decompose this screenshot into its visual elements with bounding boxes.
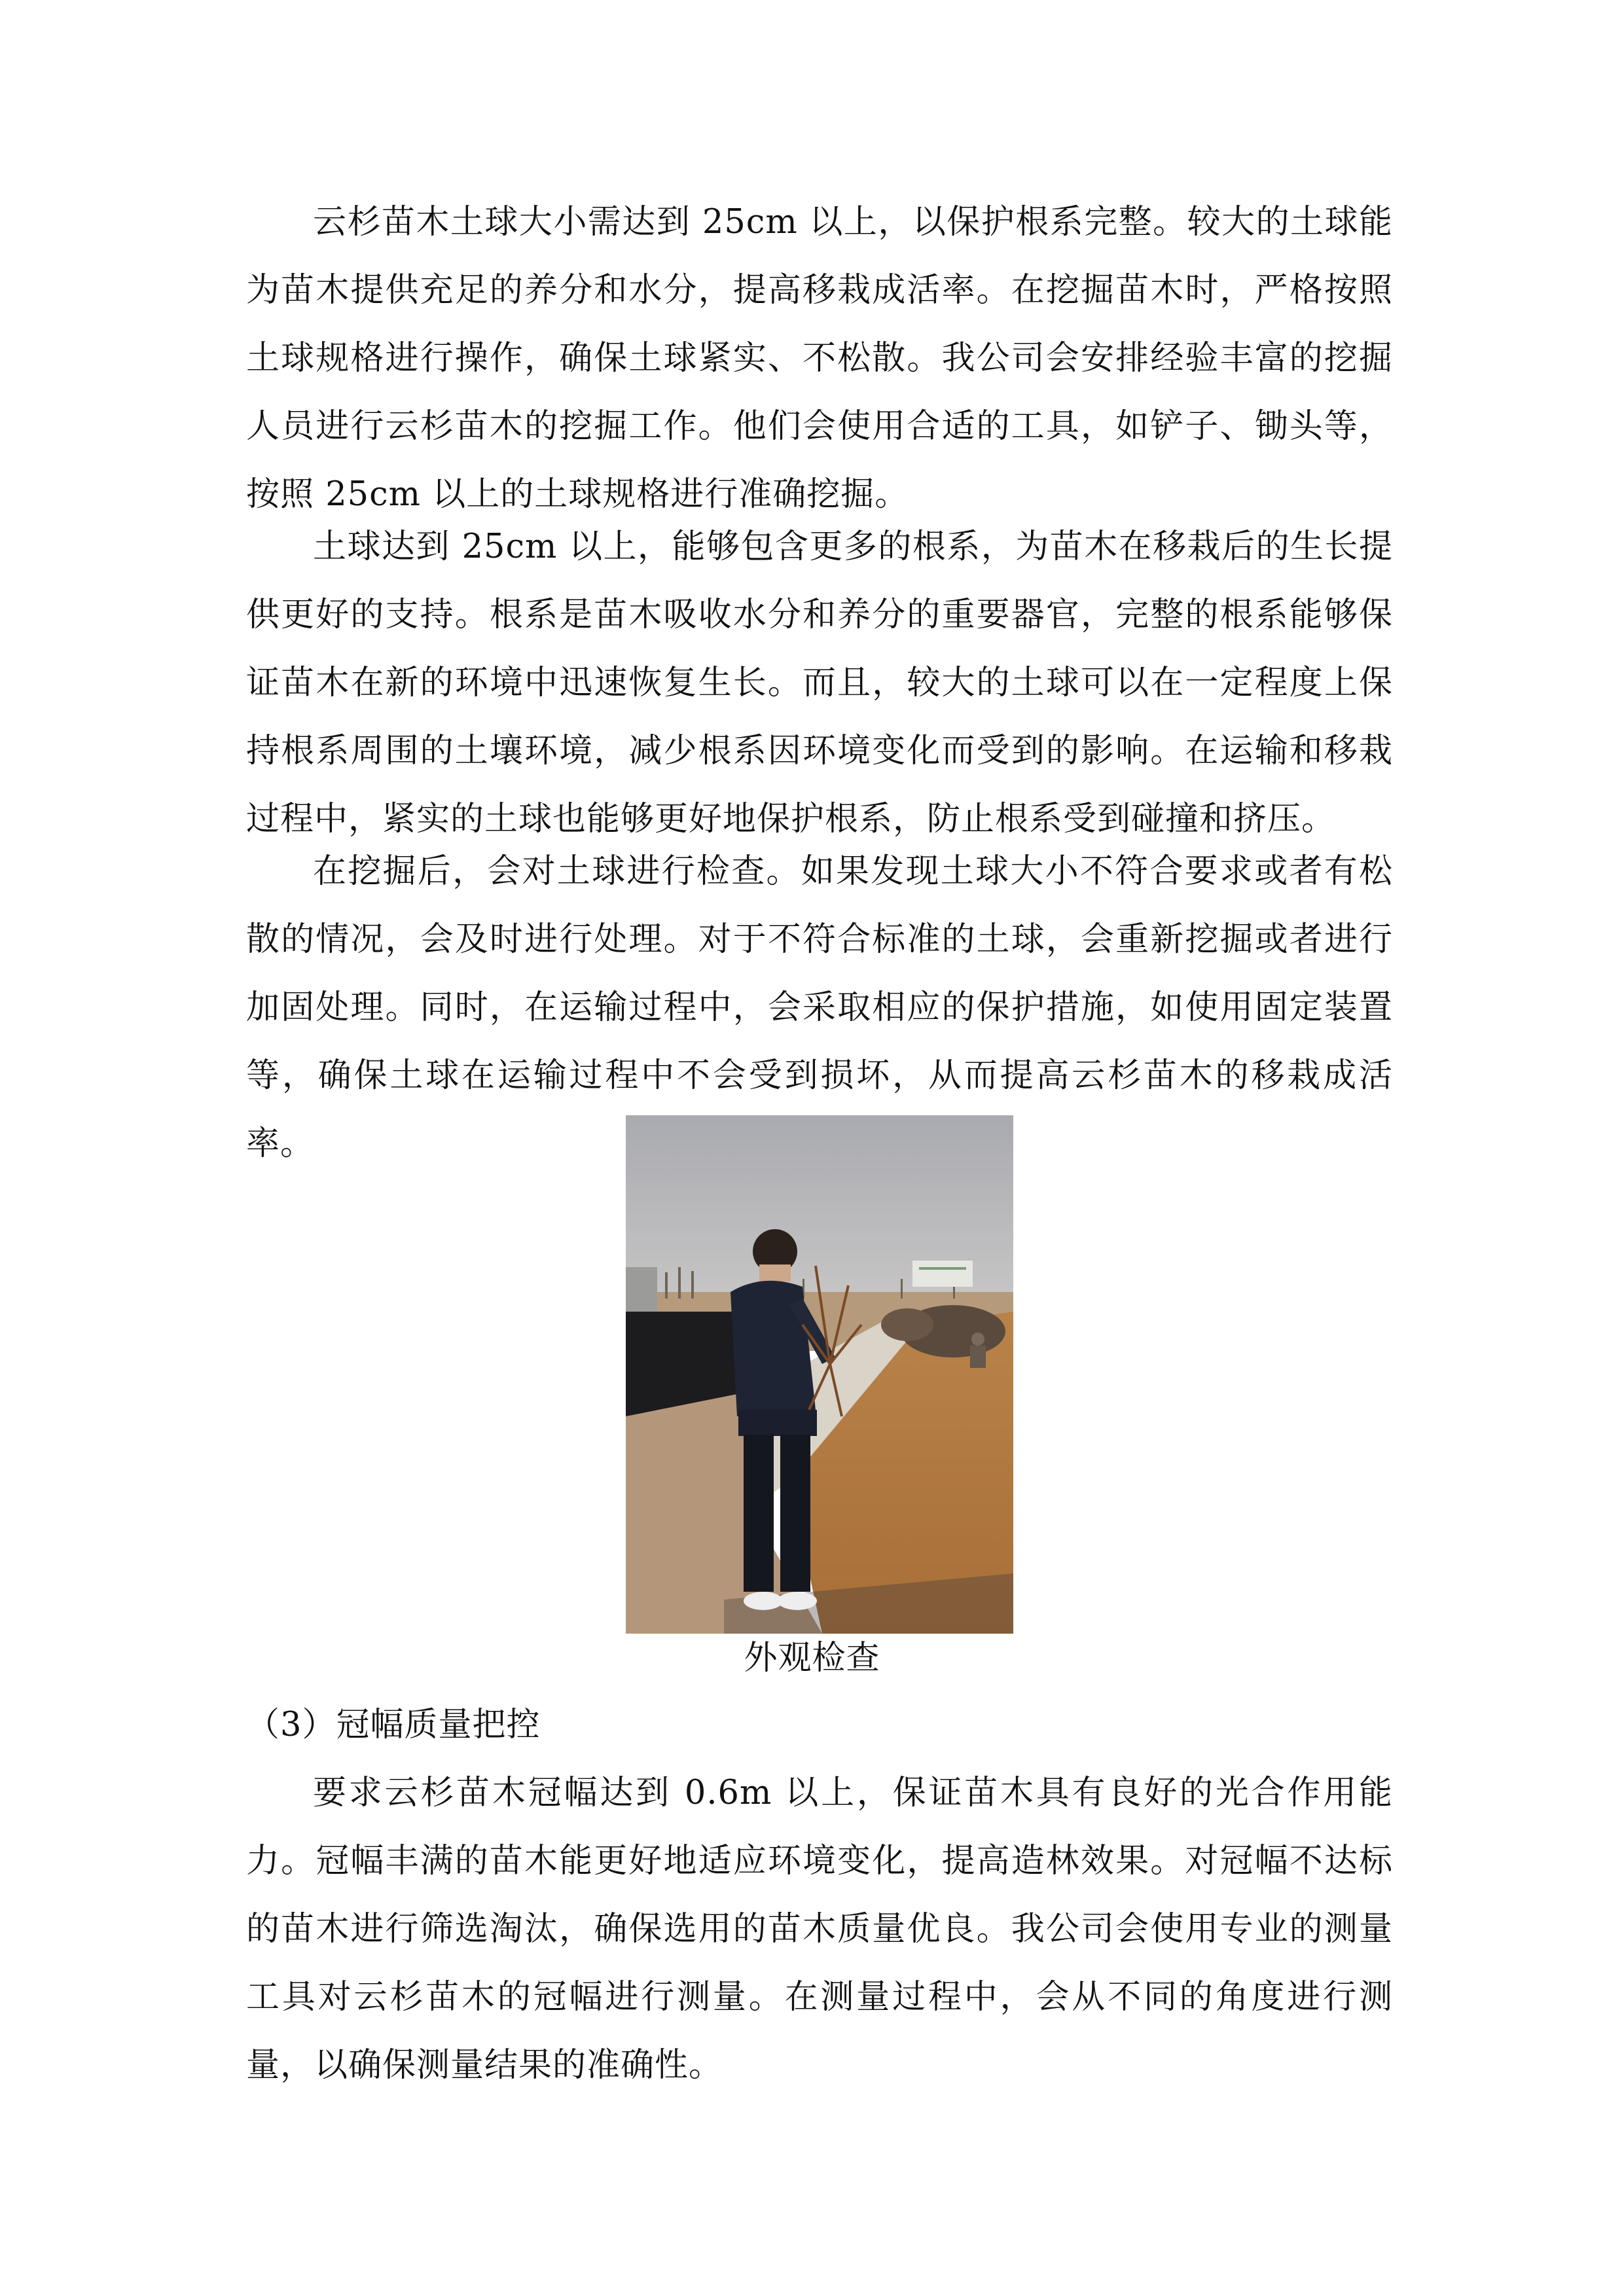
inspection-photo <box>626 1115 1013 1634</box>
figure-caption: 外观检查 <box>744 1639 880 1677</box>
paragraph-soil-ball-benefits: 土球达到 25cm 以上，能够包含更多的根系，为苗木在移栽后的生长提供更好的支持。根系是苗木吸收水分和养分的重要器官，完整的根系能够保证苗木在新的环境中迅速恢复生长。而且，较大的土球可以在一定程度上保持根系周围的土壤环境，减少根系因环境变化而受到的影响。在运输和移栽过程中，紧实的土球也能够更好地保护根系，防止根系受到碰撞和挤压。 <box>246 528 1393 838</box>
paragraph-soil-ball-inspection: 在挖掘后，会对土球进行检查。如果发现土球大小不符合要求或者有松散的情况，会及时进行处理。对于不符合标准的土球，会重新挖掘或者进行加固处理。同时，在运输过程中，会采取相应的保护措施，如使用固定装置等，确保土球在运输过程中不会受到损坏，从而提高云杉苗木的移栽成活率。 <box>246 852 1393 1163</box>
paragraph-crown-width: 要求云杉苗木冠幅达到 0.6m 以上，保证苗木具有良好的光合作用能力。冠幅丰满的苗木能更好地适应环境变化，提高造林效果。对冠幅不达标的苗木进行筛选淘汰，确保选用的苗木质量优良。我公司会使用专业的测量工具对云杉苗木的冠幅进行测量。在测量过程中，会从不同的角度进行测量，以确保测量结果的准确性。 <box>246 1774 1393 2085</box>
section-heading: （3）冠幅质量把控 <box>246 1706 541 1744</box>
paragraph-soil-ball-size: 云杉苗木土球大小需达到 25cm 以上，以保护根系完整。较大的土球能为苗木提供充足的养分和水分，提高移栽成活率。在挖掘苗木时，严格按照土球规格进行操作，确保土球紧实、不松散。我公司会安排经验丰富的挖掘人员进行云杉苗木的挖掘工作。他们会使用合适的工具，如铲子、锄头等，按照 25cm 以上的土球规格进行准确挖掘。 <box>246 203 1393 514</box>
